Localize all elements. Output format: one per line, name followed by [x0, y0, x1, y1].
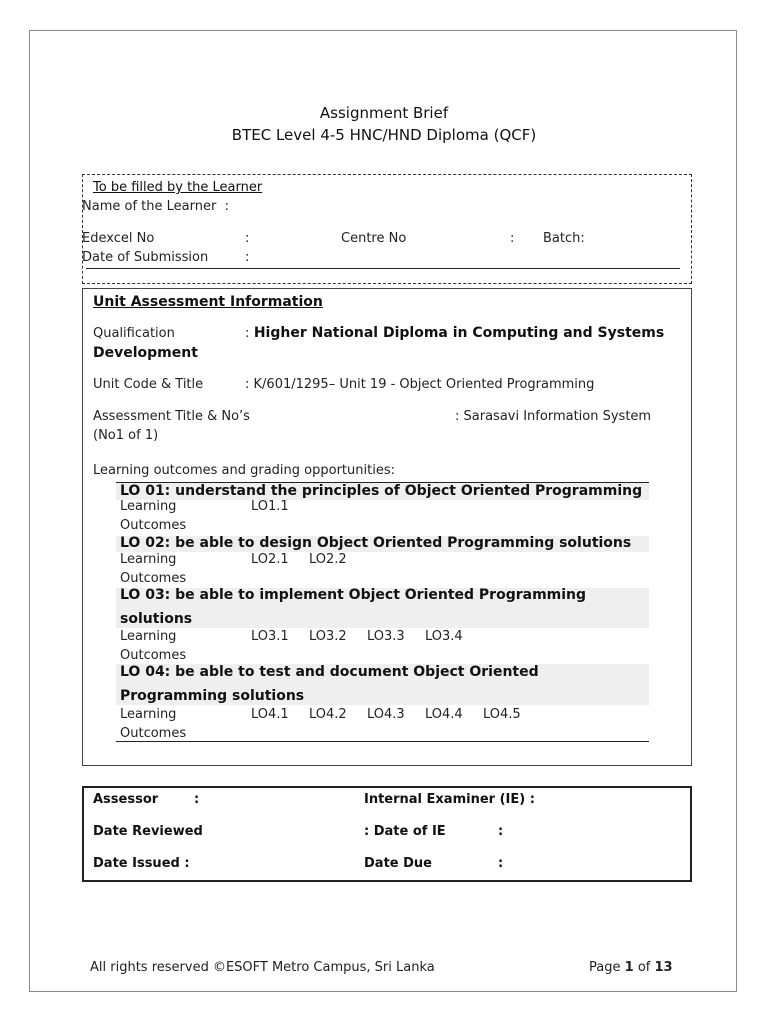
lo-code: LO3.1: [251, 629, 289, 644]
lo-code: LO3.4: [425, 629, 463, 644]
lo-heading: LO 04: be able to test and document Object Oriented: [120, 664, 539, 680]
lo-code: LO4.5: [483, 707, 521, 722]
lo-code: LO3.2: [309, 629, 347, 644]
lo-heading: LO 01: understand the principles of Object Oriented Programming: [120, 483, 643, 499]
learner-heading: To be filled by the Learner: [93, 180, 263, 195]
outcomes-table-bottom: [116, 741, 649, 742]
date-of-ie-colon: :: [498, 824, 504, 839]
lo-label: Learning: [120, 552, 177, 567]
submission-label: Date of Submission: [82, 250, 209, 265]
qualification-label: Qualification: [93, 326, 175, 341]
lo-code: LO4.4: [425, 707, 463, 722]
unit-code-value: : K/601/1295– Unit 19 - Object Oriented Programming: [245, 377, 595, 392]
outcomes-intro: Learning outcomes and grading opportunities:: [93, 463, 395, 478]
qualification-value-cont: Development: [93, 345, 198, 361]
lo-code: LO4.3: [367, 707, 405, 722]
lo-label: Learning: [120, 499, 177, 514]
document-subtitle: BTEC Level 4-5 HNC/HND Diploma (QCF): [231, 126, 537, 144]
internal-examiner-label: Internal Examiner (IE) :: [364, 792, 535, 807]
lo-code: LO2.2: [309, 552, 347, 567]
lo-code: LO2.1: [251, 552, 289, 567]
lo-label: Outcomes: [120, 726, 187, 741]
assessment-title-label: Assessment Title & No’s: [93, 409, 250, 424]
lo-code: LO3.3: [367, 629, 405, 644]
unit-code-label: Unit Code & Title: [93, 377, 204, 392]
qualification-value: : Higher National Diploma in Computing and Systems: [245, 325, 665, 341]
unit-heading: Unit Assessment Information: [93, 294, 323, 310]
lo-heading: LO 03: be able to implement Object Oriented Programming: [120, 587, 587, 603]
date-of-ie-label: : Date of IE: [364, 824, 446, 839]
centre-colon: :: [510, 231, 515, 246]
date-issued-label: Date Issued :: [93, 856, 190, 871]
lo-code: LO1.1: [251, 499, 289, 514]
footer-copyright: All rights reserved ©ESOFT Metro Campus, Sri Lanka: [90, 960, 435, 975]
lo-heading: LO 02: be able to design Object Oriented Programming solutions: [120, 535, 632, 551]
document-title: Assignment Brief: [319, 104, 449, 122]
lo-label: Learning: [120, 707, 177, 722]
date-due-label: Date Due: [364, 856, 432, 871]
footer-page-number: Page 1 of 13: [589, 960, 673, 975]
edexcel-label: Edexcel No: [82, 231, 155, 246]
assessment-number: (No1 of 1): [93, 428, 159, 443]
lo-label: Outcomes: [120, 648, 187, 663]
batch-label: Batch:: [543, 231, 585, 246]
lo-label: Outcomes: [120, 571, 187, 586]
date-reviewed-label: Date Reviewed: [93, 824, 203, 839]
date-due-colon: :: [498, 856, 504, 871]
submission-colon: :: [245, 250, 250, 265]
lo-label: Learning: [120, 629, 177, 644]
assessor-label: Assessor: [93, 792, 159, 807]
edexcel-colon: :: [245, 231, 250, 246]
assessor-colon: :: [194, 792, 200, 807]
lo-code: LO4.1: [251, 707, 289, 722]
learner-divider: [86, 268, 680, 269]
learner-name-label: Name of the Learner :: [82, 199, 229, 214]
lo-code: LO4.2: [309, 707, 347, 722]
lo-heading: solutions: [120, 611, 193, 627]
lo-heading: Programming solutions: [120, 688, 305, 704]
centre-label: Centre No: [341, 231, 407, 246]
assessment-title-value: : Sarasavi Information System: [455, 409, 652, 424]
lo-label: Outcomes: [120, 518, 187, 533]
